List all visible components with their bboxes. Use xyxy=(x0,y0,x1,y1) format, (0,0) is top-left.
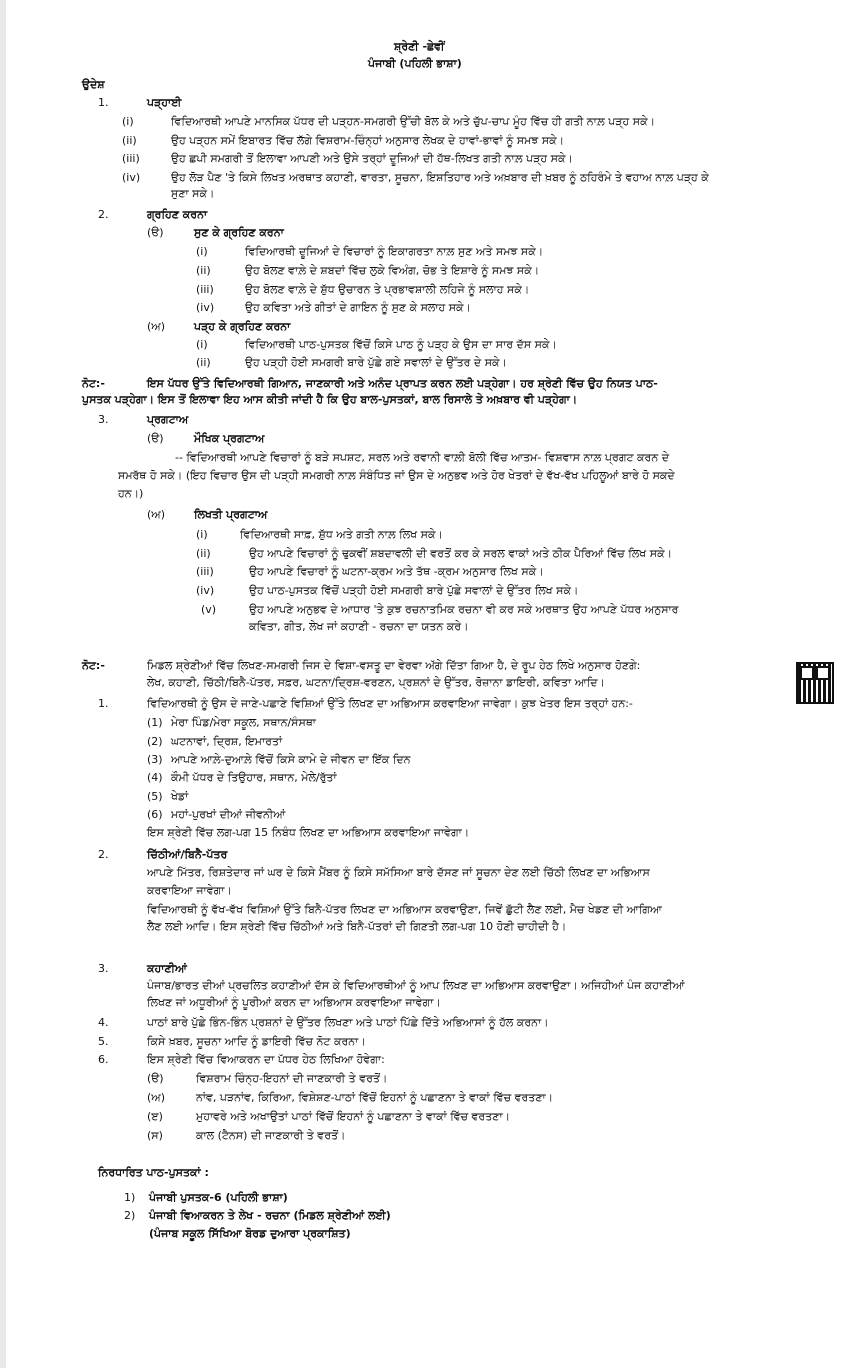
objectives-heading: ਉਦੇਸ਼ xyxy=(82,78,105,91)
book-title: ਪੰਜਾਬੀ ਪੁਸਤਕ-6 (ਪਹਿਲੀ ਭਾਸ਼ਾ) xyxy=(149,1191,288,1204)
section-number: 2. xyxy=(98,848,109,861)
sub-title: ਮੌਖਿਕ ਪ੍ਰਗਟਾਅ xyxy=(194,432,265,445)
sub-label: (ੳ) xyxy=(147,226,164,239)
item-text-cont: ਸੁਣਾ ਸਕੇ। xyxy=(171,187,215,200)
item-text: ਉਹ ਕਵਿਤਾ ਅਤੇ ਗੀਤਾਂ ਦੇ ਗਾਇਨ ਨੂੰ ਸੁਣ ਕੇ ਸਲਾਹ ਸਕੇ। xyxy=(245,301,471,314)
section-text: ਪਾਠਾਂ ਬਾਰੇ ਪੁੱਛੇ ਭਿੰਨ-ਭਿੰਨ ਪ੍ਰਸ਼ਨਾਂ ਦੇ ਉੱਤਰ ਲਿਖਣਾ ਅਤੇ ਪਾਠਾਂ ਪਿੱਛੇ ਦਿੱਤੇ ਅਭਿਆਸਾਂ ਨੂੰ ਹੱਲ ਕਰਨਾ। xyxy=(147,1016,549,1029)
list-number: (3) xyxy=(147,753,163,766)
sub-label: (ੲ) xyxy=(147,1110,163,1123)
paragraph-line: ਇਸ ਸ਼੍ਰੇਣੀ ਵਿੱਚ ਲਗ-ਪਗ 15 ਨਿਬੰਧ ਲਿਖਣ ਦਾ ਅਭਿਆਸ ਕਰਵਾਇਆ ਜਾਵੇਗਾ। xyxy=(147,826,470,839)
item-number: (iii) xyxy=(122,152,140,165)
item-text: ਵਿਦਿਆਰਥੀ ਆਪਣੇ ਮਾਨਸਿਕ ਪੱਧਰ ਦੀ ਪੜ੍ਹਨ-ਸਮਗਰੀ ਉੱਚੀ ਬੋਲ ਕੇ ਅਤੇ ਚੁੱਪ-ਚਾਪ ਮੂੰਹ ਵਿੱਚ ਹੀ ਗਤੀ ਨਾਲ਼ ਪੜ੍ਹ ਸਕੇ। xyxy=(171,115,655,128)
section-title: ਪ੍ਰਗਟਾਅ xyxy=(147,413,189,426)
paragraph-line: ਲੈਣ ਲਈ ਆਦਿ। ਇਸ ਸ਼੍ਰੇਣੀ ਵਿੱਚ ਚਿੱਠੀਆਂ ਅਤੇ ਬਿਨੈ-ਪੱਤਰਾਂ ਦੀ ਗਿਣਤੀ ਲਗ-ਪਗ 10 ਹੋਣੀ ਚਾਹੀਦੀ ਹੈ। xyxy=(147,920,567,933)
item-number: (v) xyxy=(201,603,217,616)
section-number: 1. xyxy=(98,697,109,710)
paragraph-line: ਪੰਜਾਬ/ਭਾਰਤ ਦੀਆਂ ਪ੍ਰਚਲਿਤ ਕਹਾਣੀਆਂ ਦੱਸ ਕੇ ਵਿਦਿਆਰਥੀਆਂ ਨੂੰ ਆਪ ਲਿਖਣ ਦਾ ਅਭਿਆਸ ਕਰਵਾਉਣਾ। ਅਜਿਹੀਆਂ ਪੰਜ ਕਹਾਣੀਆਂ xyxy=(147,979,685,992)
paragraph-line: ਵਿਦਿਆਰਥੀ ਨੂੰ ਵੱਖ-ਵੱਖ ਵਿਸ਼ਿਆਂ ਉੱਤੇ ਬਿਨੈ-ਪੱਤਰ ਲਿਖਣ ਦਾ ਅਭਿਆਸ ਕਰਵਾਉਣਾ, ਜਿਵੇਂ ਛੁੱਟੀ ਲੈਣ ਲਈ, ਮੈਚ ਖੇਡਣ ਦੀ ਆਗਿਆ xyxy=(147,903,662,916)
list-number: (5) xyxy=(147,790,163,803)
sub-label: (ੳ) xyxy=(147,1072,164,1085)
sub-label: (ਅ) xyxy=(147,1091,166,1104)
list-number: (6) xyxy=(147,808,163,821)
paragraph-line: ਕਰਵਾਇਆ ਜਾਵੇਗਾ। xyxy=(147,884,232,897)
item-number: (ii) xyxy=(122,134,137,147)
section-title: ਚਿੱਠੀਆਂ/ਬਿਨੈ-ਪੱਤਰ xyxy=(147,848,228,861)
item-text: ਉਹ ਆਪਣੇ ਅਨੁਭਵ ਦੇ ਆਧਾਰ 'ਤੇ ਕੁਝ ਰਚਨਾਤਮਿਕ ਰਚਨਾ ਵੀ ਕਰ ਸਕੇ ਅਰਥਾਤ ਉਹ ਆਪਣੇ ਪੱਧਰ ਅਨੁਸਾਰ xyxy=(249,603,679,616)
note-text: ਲੇਖ, ਕਹਾਣੀ, ਚਿੱਠੀ/ਬਿਨੈ-ਪੱਤਰ, ਸਫ਼ਰ, ਘਟਨਾ/ਦ੍ਰਿਸ਼-ਵਰਣਨ, ਪ੍ਰਸ਼ਨਾਂ ਦੇ ਉੱਤਰ, ਰੋਜ਼ਾਨਾ ਡਾਇਰੀ, ਕਵਿਤਾ ਆਦਿ। xyxy=(147,676,605,689)
list-item: ਮੇਰਾ ਪਿੰਡ/ਮੇਰਾ ਸਕੂਲ, ਸਥਾਨ/ਸੰਸਥਾ xyxy=(171,716,316,729)
sub-text: ਨਾਂਵ, ਪੜਨਾਂਵ, ਕਿਰਿਆ, ਵਿਸ਼ੇਸ਼ਣ-ਪਾਠਾਂ ਵਿੱਚੋਂ ਇਹਨਾਂ ਨੂੰ ਪਛਾਣਨਾ ਤੇ ਵਾਕਾਂ ਵਿੱਚ ਵਰਤਣਾ। xyxy=(196,1091,554,1104)
item-text: ਵਿਦਿਆਰਥੀ ਸਾਫ਼, ਸ਼ੁੱਧ ਅਤੇ ਗਤੀ ਨਾਲ਼ ਲਿਖ ਸਕੇ। xyxy=(240,528,443,541)
books-title: ਨਿਰਧਾਰਿਤ ਪਾਠ-ਪੁਸਤਕਾਂ : xyxy=(98,1166,209,1179)
sub-label: (ਸ) xyxy=(147,1129,163,1142)
item-number: (ii) xyxy=(196,264,211,277)
section-number: 4. xyxy=(98,1016,109,1029)
sub-title: ਸੁਣ ਕੇ ਗ੍ਰਹਿਣ ਕਰਨਾ xyxy=(194,226,284,239)
paragraph-line: ਆਪਣੇ ਮਿੱਤਰ, ਰਿਸ਼ਤੇਦਾਰ ਜਾਂ ਘਰ ਦੇ ਕਿਸੇ ਮੈਂਬਰ ਨੂੰ ਕਿਸੇ ਸਮੱਸਿਆ ਬਾਰੇ ਦੱਸਣ ਜਾਂ ਸੂਚਨਾ ਦੇਣ ਲਈ ਚਿੱਠੀ ਲਿਖਣ ਦਾ ਅਭਿਆਸ xyxy=(147,866,650,879)
sub-text: ਵਿਸ਼ਰਾਮ ਚਿੰਨ੍ਹ-ਇਹਨਾਂ ਦੀ ਜਾਣਕਾਰੀ ਤੇ ਵਰਤੋਂ। xyxy=(196,1072,388,1085)
book-number: 1) xyxy=(124,1191,136,1204)
sub-label: (ਅ) xyxy=(147,508,166,521)
note-text: ਇਸ ਪੱਧਰ ਉੱਤੇ ਵਿਦਿਆਰਥੀ ਗਿਆਨ, ਜਾਣਕਾਰੀ ਅਤੇ ਅਨੰਦ ਪ੍ਰਾਪਤ ਕਰਨ ਲਈ ਪੜ੍ਹੇਗਾ। ਹਰ ਸ਼੍ਰੇਣੀ ਵਿੱਚ ਉਹ ਨਿਯਤ ਪਾਠ- xyxy=(147,377,658,390)
item-text: ਉਹ ਪਾਠ-ਪੁਸਤਕ ਵਿੱਚੋਂ ਪੜ੍ਹੀ ਹੋਈ ਸਮਗਰੀ ਬਾਰੇ ਪੁੱਛੇ ਸਵਾਲਾਂ ਦੇ ਉੱਤਰ ਲਿਖ ਸਕੇ। xyxy=(249,584,579,597)
section-intro: ਵਿਦਿਆਰਥੀ ਨੂੰ ਉਸ ਦੇ ਜਾਣੇ-ਪਛਾਣੇ ਵਿਸ਼ਿਆਂ ਉੱਤੇ ਲਿਖਣ ਦਾ ਅਭਿਆਸ ਕਰਵਾਇਆ ਜਾਵੇਗਾ। ਕੁਝ ਖੇਤਰ ਇਸ ਤਰ੍ਹਾਂ ਹਨ:- xyxy=(147,697,633,710)
item-number: (iv) xyxy=(196,584,215,597)
item-number: (iv) xyxy=(122,171,141,184)
item-number: (ii) xyxy=(196,356,211,369)
list-number: (4) xyxy=(147,771,163,784)
item-text: ਉਹ ਲੋੜ ਪੈਣ 'ਤੇ ਕਿਸੇ ਲਿਖਤ ਅਰਥਾਤ ਕਹਾਣੀ, ਵਾਰਤਾ, ਸੂਚਨਾ, ਇਸ਼ਤਿਹਾਰ ਅਤੇ ਅਖ਼ਬਾਰ ਦੀ ਖ਼ਬਰ ਨੂੰ ਠਹਿਰੰਮੇ ਤੇ ਵਹਾਅ ਨਾਲ਼ ਪੜ੍ਹ ਕੇ xyxy=(171,171,709,184)
section-title: ਗ੍ਰਹਿਣ ਕਰਨਾ xyxy=(147,208,208,221)
item-number: (iii) xyxy=(196,565,214,578)
item-text: ਉਹ ਪੜ੍ਹਨ ਸਮੇਂ ਇਬਾਰਤ ਵਿੱਚ ਲੱਗੇ ਵਿਸ਼ਰਾਮ-ਚਿੰਨ੍ਹਾਂ ਅਨੁਸਾਰ ਲੇਖਕ ਦੇ ਹਾਵਾਂ-ਭਾਵਾਂ ਨੂੰ ਸਮਝ ਸਕੇ। xyxy=(171,134,565,147)
item-text: ਉਹ ਆਪਣੇ ਵਿਚਾਰਾਂ ਨੂੰ ਢੁਕਵੀਂ ਸ਼ਬਦਾਵਲੀ ਦੀ ਵਰਤੋਂ ਕਰ ਕੇ ਸਰਲ ਵਾਕਾਂ ਅਤੇ ਠੀਕ ਪੈਰਿਆਂ ਵਿੱਚ ਲਿਖ ਸਕੇ। xyxy=(249,547,673,560)
sub-title: ਲਿਖਤੀ ਪ੍ਰਗਟਾਅ xyxy=(194,508,268,521)
sub-text: ਕਾਲ (ਟੈਨਸ) ਦੀ ਜਾਣਕਾਰੀ ਤੇ ਵਰਤੋਂ। xyxy=(196,1129,346,1142)
list-item: ਕੌਮੀ ਪੱਧਰ ਦੇ ਤਿਉਹਾਰ, ਸਥਾਨ, ਮੇਲੇ/ਰੁੱਤਾਂ xyxy=(171,771,337,784)
section-number: 3. xyxy=(98,962,109,975)
sub-title: ਪੜ੍ਹ ਕੇ ਗ੍ਰਹਿਣ ਕਰਨਾ xyxy=(194,320,291,333)
section-number: 2. xyxy=(98,208,109,221)
section-title: ਕਹਾਣੀਆਂ xyxy=(147,962,187,975)
list-item: ਘਟਨਾਵਾਂ, ਦ੍ਰਿਸ਼, ਇਮਾਰਤਾਂ xyxy=(171,735,283,748)
list-number: (1) xyxy=(147,716,163,729)
book-title: ਪੰਜਾਬੀ ਵਿਆਕਰਨ ਤੇ ਲੇਖ - ਰਚਨਾ (ਮਿਡਲ ਸ਼੍ਰੇਣੀਆਂ ਲਈ) xyxy=(149,1209,391,1222)
note-text: ਪੁਸਤਕ ਪੜ੍ਹੇਗਾ। ਇਸ ਤੋਂ ਇਲਾਵਾ ਇਹ ਆਸ ਕੀਤੀ ਜਾਂਦੀ ਹੈ ਕਿ ਉਹ ਬਾਲ-ਪੁਸਤਕਾਂ, ਬਾਲ ਰਿਸਾਲੇ ਤੇ ਅਖ਼ਬਾਰ ਵੀ ਪੜ੍ਹੇਗਾ। xyxy=(82,393,578,406)
section-number: 6. xyxy=(98,1053,109,1066)
item-number: (i) xyxy=(196,245,208,258)
paragraph-line: ਹਨ।) xyxy=(118,487,144,500)
section-number: 1. xyxy=(98,96,109,109)
section-title: ਪੜ੍ਹਾਈ xyxy=(147,96,182,109)
paragraph-line: -- ਵਿਦਿਆਰਥੀ ਆਪਣੇ ਵਿਚਾਰਾਂ ਨੂੰ ਬੜੇ ਸਪਸ਼ਟ, ਸਰਲ ਅਤੇ ਰਵਾਨੀ ਵਾਲ਼ੀ ਬੋਲੀ ਵਿੱਚ ਆਤਮ- ਵਿਸ਼ਵਾਸ ਨਾਲ਼ ਪ੍ਰਗਟ ਕਰਨ ਦੇ xyxy=(175,451,670,464)
item-text: ਉਹ ਬੋਲਣ ਵਾਲ਼ੇ ਦੇ ਸ਼ਬਦਾਂ ਵਿੱਚ ਲੁਕੇ ਵਿਅੰਗ, ਚੋਭ ਤੇ ਇਸ਼ਾਰੇ ਨੂੰ ਸਮਝ ਸਕੇ। xyxy=(245,264,540,277)
item-text: ਉਹ ਬੋਲਣ ਵਾਲ਼ੇ ਦੇ ਸ਼ੁੱਧ ਉਚਾਰਨ ਤੇ ਪ੍ਰਭਾਵਸ਼ਾਲੀ ਲਹਿਜੇ ਨੂੰ ਸਲਾਹ ਸਕੇ। xyxy=(245,283,530,296)
item-text: ਵਿਦਿਆਰਥੀ ਦੂਜਿਆਂ ਦੇ ਵਿਚਾਰਾਂ ਨੂੰ ਇਕਾਗਰਤਾ ਨਾਲ਼ ਸੁਣ ਅਤੇ ਸਮਝ ਸਕੇ। xyxy=(245,245,544,258)
item-number: (ii) xyxy=(196,547,211,560)
item-number: (i) xyxy=(196,338,208,351)
note-text: ਮਿਡਲ ਸ਼੍ਰੇਣੀਆਂ ਵਿੱਚ ਲਿਖਣ-ਸਮਗਰੀ ਜਿਸ ਦੇ ਵਿਸ਼ਾ-ਵਸਤੂ ਦਾ ਵੇਰਵਾ ਅੱਗੇ ਦਿੱਤਾ ਗਿਆ ਹੈ, ਦੇ ਰੂਪ ਹੇਠ ਲਿਖੇ ਅਨੁਸਾਰ ਹੋਣਗੇ: xyxy=(147,659,641,672)
qr-code-icon xyxy=(796,662,834,704)
class-title: ਸ਼੍ਰੇਣੀ -ਛੇਵੀਂ xyxy=(394,40,445,53)
paragraph-line: ਲਿਖਣ ਜਾਂ ਅਧੂਰੀਆਂ ਨੂੰ ਪੂਰੀਆਂ ਕਰਨ ਦਾ ਅਭਿਆਸ ਕਰਵਾਇਆ ਜਾਵੇਗਾ। xyxy=(147,996,441,1009)
item-number: (i) xyxy=(122,115,134,128)
section-number: 5. xyxy=(98,1035,109,1048)
paragraph-line: ਸਮਰੱਥ ਹੋ ਸਕੇ। (ਇਹ ਵਿਚਾਰ ਉਸ ਦੀ ਪੜ੍ਹੀ ਸਮਗਰੀ ਨਾਲ਼ ਸੰਬੰਧਿਤ ਜਾਂ ਉਸ ਦੇ ਅਨੁਭਵ ਅਤੇ ਹੋਰ ਖੇਤਰਾਂ ਦੇ ਵੱਖ-ਵੱਖ ਪਹਿਲੂਆਂ ਬਾਰੇ ਹੋ ਸਕਦੇ xyxy=(118,469,675,482)
book-number: 2) xyxy=(124,1209,136,1222)
sub-text: ਮੁਹਾਵਰੇ ਅਤੇ ਅਖਾਉਤਾਂ ਪਾਠਾਂ ਵਿੱਚੋਂ ਇਹਨਾਂ ਨੂੰ ਪਛਾਣਨਾ ਤੇ ਵਾਕਾਂ ਵਿੱਚ ਵਰਤਣਾ। xyxy=(196,1110,510,1123)
sub-label: (ਅ) xyxy=(147,320,166,333)
item-number: (iii) xyxy=(196,283,214,296)
item-text-cont: ਕਵਿਤਾ, ਗੀਤ, ਲੇਖ ਜਾਂ ਕਹਾਣੀ - ਰਚਨਾ ਦਾ ਯਤਨ ਕਰੇ। xyxy=(249,620,469,633)
item-text: ਵਿਦਿਆਰਥੀ ਪਾਠ-ਪੁਸਤਕ ਵਿੱਚੋਂ ਕਿਸੇ ਪਾਠ ਨੂੰ ਪੜ੍ਹ ਕੇ ਉਸ ਦਾ ਸਾਰ ਦੱਸ ਸਕੇ। xyxy=(245,338,557,351)
list-number: (2) xyxy=(147,735,163,748)
scan-edge xyxy=(0,0,6,1368)
list-item: ਖੇਡਾਂ xyxy=(171,790,189,803)
section-number: 3. xyxy=(98,413,109,426)
item-text: ਉਹ ਪੜ੍ਹੀ ਹੋਈ ਸਮਗਰੀ ਬਾਰੇ ਪੁੱਛੇ ਗਏ ਸਵਾਲਾਂ ਦੇ ਉੱਤਰ ਦੇ ਸਕੇ। xyxy=(245,356,507,369)
section-text: ਇਸ ਸ਼੍ਰੇਣੀ ਵਿੱਚ ਵਿਆਕਰਨ ਦਾ ਪੱਧਰ ਹੇਠ ਲਿਖਿਆ ਹੋਵੇਗਾ: xyxy=(147,1053,385,1066)
section-text: ਕਿਸੇ ਖ਼ਬਰ, ਸੂਚਨਾ ਆਦਿ ਨੂੰ ਡਾਇਰੀ ਵਿੱਚ ਨੋਟ ਕਰਨਾ। xyxy=(147,1035,366,1048)
subject-title: ਪੰਜਾਬੀ (ਪਹਿਲੀ ਭਾਸ਼ਾ) xyxy=(368,57,462,70)
item-number: (iv) xyxy=(196,301,215,314)
item-number: (i) xyxy=(196,528,208,541)
note-label: ਨੋਟ:- xyxy=(82,659,105,672)
item-text: ਉਹ ਛਪੀ ਸਮਗਰੀ ਤੋਂ ਇਲਾਵਾ ਆਪਣੀ ਅਤੇ ਉਸੇ ਤਰ੍ਹਾਂ ਦੂਜਿਆਂ ਦੀ ਹੱਥ-ਲਿਖਤ ਗਤੀ ਨਾਲ਼ ਪੜ੍ਹ ਸਕੇ। xyxy=(171,152,573,165)
sub-label: (ੳ) xyxy=(147,432,164,445)
item-text: ਉਹ ਆਪਣੇ ਵਿਚਾਰਾਂ ਨੂੰ ਘਟਨਾ-ਕ੍ਰਮ ਅਤੇ ਤੱਥ -ਕ੍ਰਮ ਅਨੁਸਾਰ ਲਿਖ ਸਕੇ। xyxy=(249,565,544,578)
list-item: ਆਪਣੇ ਆਲ਼ੇ-ਦੁਆਲ਼ੇ ਵਿੱਚੋਂ ਕਿਸੇ ਕਾਮੇ ਦੇ ਜੀਵਨ ਦਾ ਇੱਕ ਦਿਨ xyxy=(171,753,411,766)
note-label: ਨੋਟ:- xyxy=(82,377,105,390)
book-publisher: (ਪੰਜਾਬ ਸਕੂਲ ਸਿੱਖਿਆ ਬੋਰਡ ਦੁਆਰਾ ਪ੍ਰਕਾਸ਼ਿਤ) xyxy=(149,1227,351,1240)
list-item: ਮਹਾਂ-ਪੁਰਖਾਂ ਦੀਆਂ ਜੀਵਨੀਆਂ xyxy=(171,808,286,821)
